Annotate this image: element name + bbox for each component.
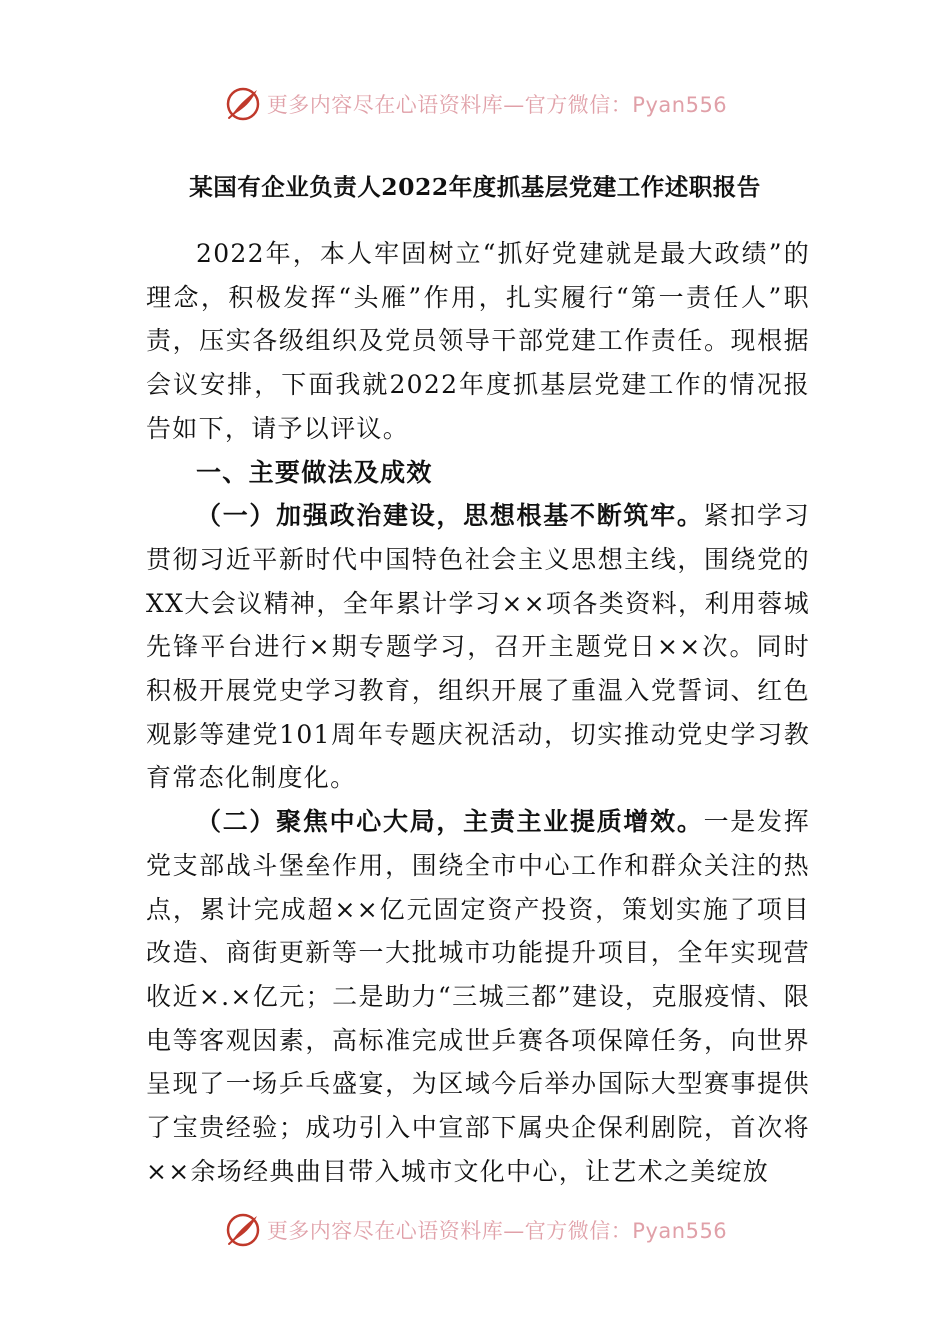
- watermark-logo-icon: [223, 1210, 263, 1250]
- section-heading: 一、主要做法及成效: [196, 457, 433, 487]
- document-title: 某国有企业负责人2022年度抓基层党建工作述职报告: [189, 173, 761, 201]
- intro-paragraph: 2022年，本人牢固树立“抓好党建就是最大政绩”的理念，积极发挥“头雁”作用，扎实履行“第一责任人”职责，压实各级组织及党员领导干部党建工作责任。现根据会议安排，下面我就2022年度抓基层党建工作的情况报告如下，请予以评议。: [146, 239, 810, 443]
- watermark-text: 更多内容尽在心语资料库—官方微信：Pyan556: [266, 93, 728, 117]
- watermark-text: 更多内容尽在心语资料库—官方微信：Pyan556: [266, 1219, 728, 1243]
- paragraph-2-lead: （二）聚焦中心大局，主责主业提质增效。: [196, 807, 704, 837]
- paragraph-2: [146, 800, 810, 1193]
- watermark-logo-icon: [223, 84, 263, 124]
- paragraph-1: [146, 494, 810, 800]
- watermark-banner-top: [0, 82, 950, 126]
- document-body: [146, 232, 810, 1193]
- paragraph-1-lead: （一）加强政治建设，思想根基不断筑牢。: [196, 501, 704, 531]
- paragraph-1-body: 紧扣学习贯彻习近平新时代中国特色社会主义思想主线，围绕党的XX大会议精神，全年累计学习××项各类资料，利用蓉城先锋平台进行×期专题学习，召开主题党日××次。同时积极开展党史学习教育，组织开展了重温入党誓词、红色观影等建党101周年专题庆祝活动，切实推动党史学习教育常态化制度化。: [146, 501, 811, 793]
- watermark-banner-bottom: [0, 1208, 950, 1252]
- paragraph-2-body: 一是发挥党支部战斗堡垒作用，围绕全市中心工作和群众关注的热点，累计完成超××亿元固定资产投资，策划实施了项目改造、商街更新等一大批城市功能提升项目，全年实现营收近×.×亿元；二是助力“三城三都”建设，克服疫情、限电等客观因素，高标准完成世乒赛各项保障任务，向世界呈现了一场乒乓盛宴，为区域今后举办国际大型赛事提供了宝贵经验；成功引入中宣部下属央企保利剧院，首次将××余场经典曲目带入城市文化中心，让艺术之美绽放: [146, 807, 811, 1186]
